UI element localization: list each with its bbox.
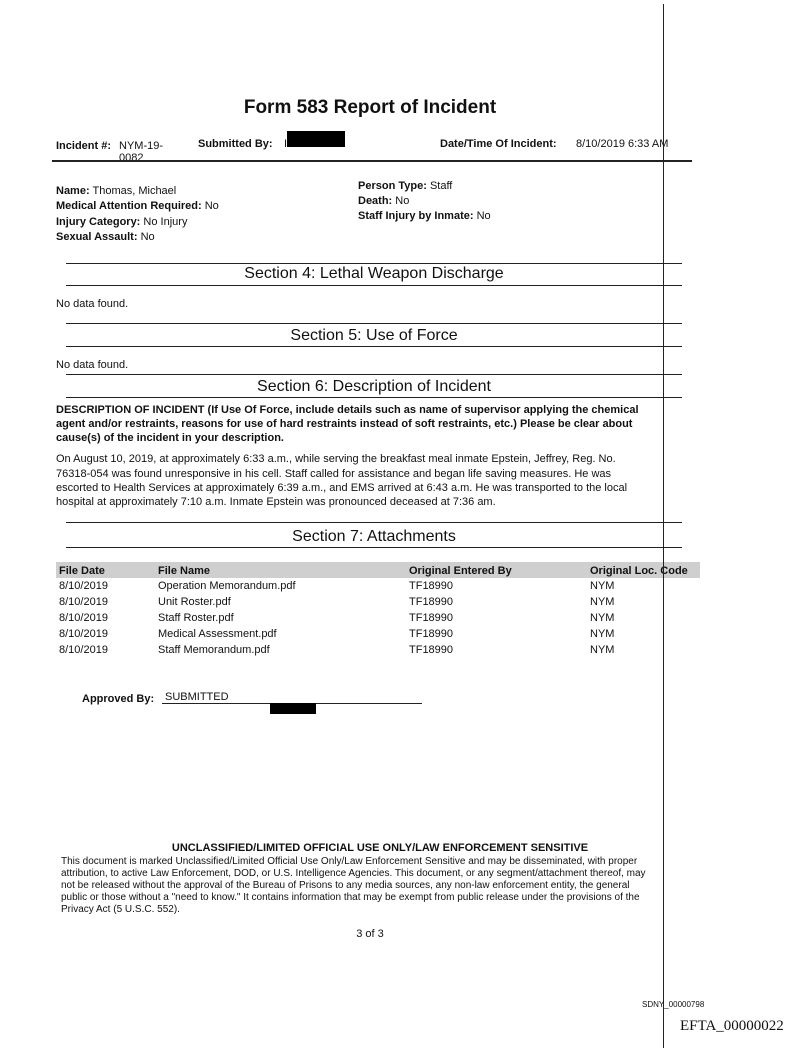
submitted-label: Submitted By:	[198, 138, 273, 150]
section6-top-rule	[66, 374, 682, 375]
file-name-cell: Staff Memorandum.pdf	[158, 644, 270, 656]
section7-title: Section 7: Attachments	[292, 528, 456, 545]
file-date-cell: 8/10/2019	[59, 580, 108, 592]
medical-value: No	[204, 200, 219, 212]
injury-value: No Injury	[143, 216, 188, 228]
loc-code-cell: NYM	[590, 596, 615, 608]
submitted-value: I	[284, 138, 288, 150]
column-header-loc-code: Original Loc. Code	[587, 562, 700, 578]
loc-code-cell: NYM	[590, 644, 615, 656]
section4-title: Section 4: Lethal Weapon Discharge	[244, 265, 504, 282]
name-value: Thomas, Michael	[92, 185, 177, 197]
table-row	[56, 578, 700, 594]
description-prompt-3: cause(s) of the incident in your description.	[56, 432, 284, 444]
efta-number: EFTA_00000022	[680, 1018, 784, 1034]
description-prompt-2: agent and/or restraints, reasons for use of hard restraints instead of soft restraints, etc.) Please be clear about	[56, 418, 633, 430]
file-name-cell: Medical Assessment.pdf	[158, 628, 277, 640]
entered-by-cell: TF18990	[409, 644, 454, 656]
medical-label: Medical Attention Required:	[56, 200, 202, 212]
file-name-cell: Operation Memorandum.pdf	[158, 580, 296, 592]
redaction-bar	[287, 131, 345, 147]
datetime-label: Date/Time Of Incident:	[440, 138, 557, 150]
column-header-entered-by: Original Entered By	[406, 562, 587, 578]
sexual-value: No	[140, 231, 155, 243]
type-row	[358, 179, 452, 194]
attachments-table	[56, 562, 700, 658]
section5-bottom-rule	[66, 346, 682, 347]
section6-title: Section 6: Description of Incident	[257, 378, 491, 395]
death-value: No	[395, 195, 410, 207]
approved-by-label: Approved By:	[82, 693, 155, 705]
file-date-cell: 8/10/2019	[59, 612, 108, 624]
column-header-file-name: File Name	[155, 562, 406, 578]
footer-line-2: attribution, to active Law Enforcement, DOD, or U.S. Intelligence Agencies. This document, or any segment/attachment thereof, may	[61, 868, 646, 879]
header-divider	[52, 160, 692, 162]
attachments-header-row	[56, 562, 700, 578]
section5-no-data: No data found.	[56, 359, 129, 371]
section4-top-rule	[66, 263, 682, 264]
footer-line-4: public or those without a "need to know." It contains information that may be exempt from public release under the provisions of the	[61, 892, 640, 903]
bates-number: SDNY_00000798	[642, 1000, 705, 1009]
footer-line-5: Privacy Act (5 U.S.C. 552).	[61, 904, 180, 915]
staff-injury-label: Staff Injury by Inmate:	[358, 210, 474, 222]
page-number: 3 of 3	[356, 928, 384, 940]
type-label: Person Type:	[358, 180, 427, 192]
incident-value-1: NYM-19-	[119, 140, 164, 152]
name-label: Name:	[56, 185, 90, 197]
footer-line-3: not be released without the approval of the Bureau of Prisons to any media sources, any non-law enforcement entity, the general	[61, 880, 630, 891]
loc-code-cell: NYM	[590, 628, 615, 640]
loc-code-cell: NYM	[590, 580, 615, 592]
staff-injury-value: No	[476, 210, 491, 222]
description-body-4: hospital at approximately 7:10 a.m. Inmate Epstein was pronounced deceased at 7:36 am.	[56, 496, 496, 508]
file-date-cell: 8/10/2019	[59, 644, 108, 656]
entered-by-cell: TF18990	[409, 628, 454, 640]
approved-by-value: SUBMITTED	[165, 691, 229, 703]
incident-label: Incident #:	[56, 140, 112, 152]
table-row	[56, 594, 700, 610]
incident-value-2: 0082	[119, 152, 144, 164]
file-name-cell: Unit Roster.pdf	[158, 596, 231, 608]
entered-by-cell: TF18990	[409, 580, 454, 592]
section4-no-data: No data found.	[56, 298, 129, 310]
section7-top-rule	[66, 522, 682, 523]
approval-redaction	[270, 703, 316, 714]
section4-bottom-rule	[66, 285, 682, 286]
description-prompt-1: DESCRIPTION OF INCIDENT (If Use Of Force, include details such as name of supervisor applying the chemical	[56, 404, 639, 416]
table-row	[56, 642, 700, 658]
entered-by-cell: TF18990	[409, 596, 454, 608]
death-label: Death:	[358, 195, 393, 207]
file-date-cell: 8/10/2019	[59, 596, 108, 608]
column-header-file-date: File Date	[56, 562, 155, 578]
section5-top-rule	[66, 323, 682, 324]
loc-code-cell: NYM	[590, 612, 615, 624]
injury-label: Injury Category:	[56, 216, 141, 228]
footer-line-1: This document is marked Unclassified/Limited Official Use Only/Law Enforcement Sensitive and may be disseminated, with proper	[61, 856, 638, 867]
file-date-cell: 8/10/2019	[59, 628, 108, 640]
name-row	[56, 184, 176, 199]
table-row	[56, 610, 700, 626]
entered-by-cell: TF18990	[409, 612, 454, 624]
description-body-3: escorted to Health Services at approximately 6:39 a.m., and EMS arrived at 6:43 a.m. He was transported to the local	[56, 482, 628, 494]
datetime-value: 8/10/2019 6:33 AM	[576, 138, 669, 150]
sexual-label: Sexual Assault:	[56, 231, 138, 243]
classification-heading: UNCLASSIFIED/LIMITED OFFICIAL USE ONLY/LAW ENFORCEMENT SENSITIVE	[171, 842, 589, 854]
section5-title: Section 5: Use of Force	[290, 327, 458, 344]
table-row	[56, 626, 700, 642]
death-row	[358, 194, 409, 209]
section7-bottom-rule	[66, 547, 682, 548]
medical-row	[56, 199, 219, 214]
section6-bottom-rule	[66, 397, 682, 398]
staff-injury-row	[358, 209, 491, 224]
description-body-2: 76318-054 was found unresponsive in his cell. Staff called for assistance and began life saving measures. He was	[56, 468, 612, 480]
injury-row	[56, 215, 187, 230]
scan-vertical-line	[663, 4, 664, 1048]
description-body-1: On August 10, 2019, at approximately 6:33 a.m., while serving the breakfast meal inmate Epstein, Jeffrey, Reg. No.	[56, 453, 616, 465]
file-name-cell: Staff Roster.pdf	[158, 612, 234, 624]
type-value: Staff	[429, 180, 453, 192]
page-title: Form 583 Report of Incident	[243, 97, 497, 118]
sexual-row	[56, 230, 155, 245]
